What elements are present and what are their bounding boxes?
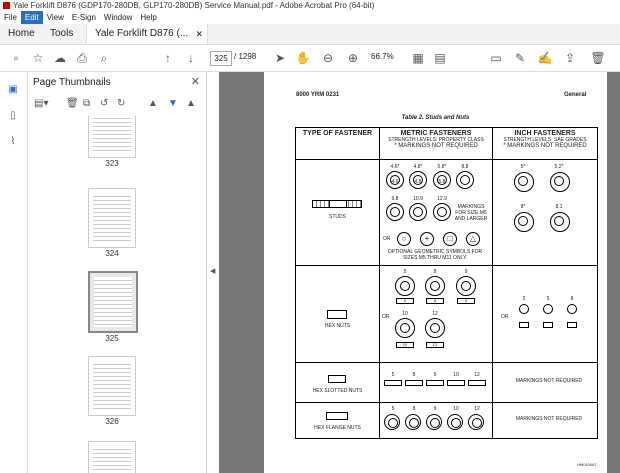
print-icon[interactable]: ⎙ bbox=[77, 51, 87, 65]
thumbnail-page-selected[interactable] bbox=[88, 271, 138, 333]
stud-drawing bbox=[312, 200, 362, 208]
stud-inch-label: 8* bbox=[520, 204, 526, 210]
table-caption: Table 2. Studs and Nuts bbox=[401, 115, 470, 121]
page-down-icon[interactable]: ↓ bbox=[188, 51, 194, 65]
thumb-size-slider-icon[interactable]: ▼ bbox=[168, 98, 178, 109]
extract-icon[interactable]: ⧉ bbox=[83, 98, 91, 109]
stud-end-symbol bbox=[409, 203, 427, 221]
panel-splitter[interactable] bbox=[207, 72, 219, 473]
tab-document-label: Yale Forklift D876 (... bbox=[95, 28, 189, 39]
row-studs-type bbox=[296, 160, 380, 266]
hexnut-inch-label: 5 bbox=[546, 296, 550, 302]
highlight-pen-icon[interactable]: ✎ bbox=[514, 51, 526, 65]
or-label: OR bbox=[501, 314, 509, 320]
slotted-metric-label: 8 bbox=[412, 372, 416, 378]
hand-tool-icon[interactable]: ✋ bbox=[295, 51, 311, 65]
tab-home[interactable]: Home bbox=[8, 28, 35, 39]
stud-metric-label: 8.8 bbox=[461, 164, 469, 170]
hexnut-side-label: 8 bbox=[426, 298, 444, 304]
slotted-inch-note: MARKINGS NOT REQUIRED bbox=[515, 378, 583, 384]
hexnut-inch-symbol bbox=[543, 304, 553, 314]
hexnut-side-label: 9 bbox=[457, 298, 475, 304]
panel-toolbar bbox=[28, 96, 206, 114]
menu-view[interactable]: View bbox=[46, 13, 64, 22]
col-inch bbox=[493, 128, 598, 160]
hexnut-inch-label: 2 bbox=[522, 296, 526, 302]
zoom-in-icon[interactable]: ⊕ bbox=[347, 51, 359, 65]
options-menu-icon[interactable]: ▤▾ bbox=[34, 98, 49, 109]
stud-end-symbol bbox=[456, 171, 474, 189]
row-flange-inch bbox=[493, 403, 598, 439]
stud-end-symbol bbox=[433, 203, 451, 221]
bookmark-star-icon[interactable]: ☆ bbox=[32, 51, 44, 65]
thumb-size-small-icon[interactable]: ▲ bbox=[148, 98, 158, 109]
row-slotted-type bbox=[296, 363, 380, 403]
figure-code: HM010067 bbox=[577, 462, 597, 467]
zoom-level[interactable]: 66.7% bbox=[371, 52, 394, 61]
navigation-rail bbox=[0, 72, 28, 473]
stud-metric-inner-label: 5.8 bbox=[438, 179, 446, 185]
hexnut-side-label: 5 bbox=[396, 298, 414, 304]
slotted-nut-side bbox=[426, 380, 444, 386]
col-type bbox=[296, 128, 380, 160]
hexnut-side-label: 10 bbox=[396, 342, 414, 348]
row-studs-metric bbox=[380, 160, 493, 266]
stud-metric-label: 9.8 bbox=[391, 196, 399, 202]
stud-metric-inner-label: 4.6 bbox=[391, 179, 399, 185]
fit-page-icon[interactable]: ▦ bbox=[412, 51, 424, 65]
col-metric-note: * MARKINGS NOT REQUIRED bbox=[394, 143, 478, 149]
row-label: STUDS bbox=[329, 214, 346, 220]
or-label: OR bbox=[382, 314, 390, 320]
col-inch-label: INCH FASTENERS bbox=[514, 130, 576, 137]
flange-nut-symbol bbox=[447, 414, 463, 430]
menu-help[interactable]: Help bbox=[140, 13, 157, 22]
thumbnail-label: 324 bbox=[105, 249, 119, 258]
hexnut-inch-label: 8 bbox=[570, 296, 574, 302]
stud-markings-note: MARKINGS FOR SIZE M5 AND LARGER bbox=[454, 204, 488, 222]
flange-metric-label: 9 bbox=[433, 406, 437, 412]
row-flange-type bbox=[296, 403, 380, 439]
hexnut-symbol bbox=[395, 318, 415, 338]
flange-nut-drawing bbox=[326, 412, 348, 420]
hexnut-metric-label: 5 bbox=[403, 269, 407, 275]
stud-inch-symbol bbox=[550, 172, 570, 192]
stud-metric-label: 4.8* bbox=[413, 164, 423, 170]
stud-optional-note: OPTIONAL GEOMETRIC SYMBOLS FOR SIZES M5 THRU M11 ONLY. bbox=[387, 249, 483, 261]
slotted-nut-drawing bbox=[328, 375, 346, 383]
or-label: OR bbox=[383, 236, 391, 242]
stud-inch-symbol bbox=[514, 172, 534, 192]
stud-metric-label: 12.9 bbox=[437, 196, 447, 202]
page-up-icon[interactable]: ↑ bbox=[165, 51, 171, 65]
flange-metric-label: 12 bbox=[474, 406, 480, 412]
hexnut-side-label: 12 bbox=[426, 342, 444, 348]
trash-icon[interactable]: 🗑 bbox=[590, 51, 606, 65]
hexnut-symbol bbox=[456, 276, 476, 296]
hexnut-side-drawing bbox=[327, 310, 347, 319]
stud-inch-label: 5.2* bbox=[554, 164, 564, 170]
menu-bar bbox=[0, 11, 620, 24]
slotted-metric-label: 9 bbox=[433, 372, 437, 378]
stud-inch-label: 8.1 bbox=[555, 204, 563, 210]
flange-metric-label: 10 bbox=[453, 406, 459, 412]
row-hexnuts-inch bbox=[493, 266, 598, 363]
share-icon[interactable]: ⇪ bbox=[564, 51, 576, 65]
col-metric-label: METRIC FASTENERS bbox=[400, 130, 472, 137]
col-metric bbox=[380, 128, 493, 160]
geometric-symbol-circle: ○ bbox=[397, 232, 411, 246]
geometric-symbol-triangle: △ bbox=[466, 232, 480, 246]
row-hexnuts-type bbox=[296, 266, 380, 363]
page-thumbnails-icon[interactable]: ▣ bbox=[8, 84, 18, 95]
page-total: / 1298 bbox=[234, 52, 257, 61]
tab-tools[interactable]: Tools bbox=[50, 28, 74, 39]
geometric-symbol-plus: + bbox=[420, 232, 434, 246]
thumbnail-page[interactable] bbox=[88, 441, 136, 473]
slotted-metric-label: 5 bbox=[391, 372, 395, 378]
flange-nut-symbol bbox=[405, 414, 421, 430]
thumbnail-page[interactable] bbox=[88, 356, 136, 416]
col-inch-note: * MARKINGS NOT REQUIRED bbox=[503, 143, 587, 149]
toolbar bbox=[0, 45, 620, 72]
stud-metric-label: 4.6* bbox=[390, 164, 400, 170]
hexnut-symbol bbox=[425, 276, 445, 296]
row-slotted-inch bbox=[493, 363, 598, 403]
flange-nut-symbol bbox=[468, 414, 484, 430]
stud-metric-inner-label: 4.8 bbox=[414, 179, 422, 185]
slotted-metric-label: 10 bbox=[453, 372, 459, 378]
thumbnail-list bbox=[28, 116, 198, 473]
close-icon[interactable]: ✕ bbox=[190, 76, 200, 88]
col-metric-sub: STRENGTH LEVELS: PROPERTY CLASS bbox=[388, 137, 484, 143]
hexnut-inch-side bbox=[519, 322, 529, 328]
scroll-mode-icon[interactable]: ▤ bbox=[434, 51, 446, 65]
thumb-size-large-icon[interactable]: ▲ bbox=[186, 98, 196, 109]
slotted-nut-side bbox=[447, 380, 465, 386]
slotted-nut-side bbox=[384, 380, 402, 386]
comment-icon[interactable]: ▭ bbox=[490, 51, 502, 65]
hexnut-inch-symbol bbox=[519, 304, 529, 314]
thumbnail-page[interactable] bbox=[88, 116, 136, 158]
select-pointer-icon[interactable]: ➤ bbox=[274, 51, 286, 65]
hexnut-metric-label: 10 bbox=[402, 311, 408, 317]
menu-edit[interactable]: Edit bbox=[21, 11, 43, 24]
slotted-metric-label: 12 bbox=[474, 372, 480, 378]
row-studs-inch bbox=[493, 160, 598, 266]
stud-end-symbol bbox=[386, 203, 404, 221]
page-header-right: General bbox=[564, 92, 587, 98]
thumbnail-page[interactable] bbox=[88, 188, 136, 248]
flange-inch-note: MARKINGS NOT REQUIRED bbox=[515, 416, 583, 422]
rotate-left-icon[interactable]: ↺ bbox=[100, 98, 109, 109]
row-label: HEX SLOTTED NUTS bbox=[312, 388, 363, 394]
row-hexnuts-metric bbox=[380, 266, 493, 363]
window-titlebar bbox=[0, 0, 620, 11]
menu-esign[interactable]: E-Sign bbox=[71, 13, 96, 22]
hexnut-metric-label: 12 bbox=[432, 311, 438, 317]
page-number-input[interactable]: 325 bbox=[210, 51, 232, 66]
stud-metric-label: 5.8* bbox=[437, 164, 447, 170]
flange-nut-symbol bbox=[426, 414, 442, 430]
tab-bar bbox=[0, 24, 620, 45]
hexnut-metric-label: 8 bbox=[433, 269, 437, 275]
bookmarks-icon[interactable]: ▯ bbox=[10, 110, 16, 121]
hexnut-inch-side bbox=[567, 322, 577, 328]
thumbnail-label: 323 bbox=[105, 159, 119, 168]
thumbnail-label: 325 bbox=[105, 334, 119, 343]
thumbnail-label: 326 bbox=[105, 417, 119, 426]
fastener-table bbox=[295, 127, 598, 439]
page-header-left: 8000 YRM 0231 bbox=[296, 92, 340, 98]
hexnut-symbol bbox=[395, 276, 415, 296]
stud-inch-label: 5* bbox=[520, 164, 526, 170]
stud-inch-symbol bbox=[514, 212, 534, 232]
close-icon[interactable]: ✕ bbox=[195, 29, 203, 39]
acrobat-icon bbox=[3, 2, 10, 9]
stud-inch-symbol bbox=[550, 212, 570, 232]
document-area bbox=[219, 72, 620, 473]
slotted-nut-side bbox=[468, 380, 486, 386]
thumbnails-panel bbox=[28, 72, 207, 473]
slotted-nut-side bbox=[405, 380, 423, 386]
row-slotted-metric bbox=[380, 363, 493, 403]
row-label: HEX NUTS bbox=[324, 323, 351, 329]
menu-window[interactable]: Window bbox=[103, 13, 133, 22]
search-icon[interactable]: ⌕ bbox=[100, 51, 108, 65]
window-title: Yale Forklift D876 (GDP170-280DB, GLP170-280DB) Service Manual.pdf - Adobe Acrobat Pro (64-bit) bbox=[13, 1, 375, 10]
panel-title: Page Thumbnails bbox=[33, 77, 111, 88]
save-icon[interactable]: ▫ bbox=[13, 51, 19, 65]
geometric-symbol-square: □ bbox=[443, 232, 457, 246]
tab-document[interactable] bbox=[86, 24, 208, 44]
attachments-icon[interactable]: ⌇ bbox=[10, 136, 16, 147]
flange-metric-label: 5 bbox=[391, 406, 395, 412]
menu-file[interactable]: File bbox=[4, 13, 17, 22]
flange-metric-label: 8 bbox=[412, 406, 416, 412]
stud-metric-label: 10.9 bbox=[413, 196, 423, 202]
flange-nut-symbol bbox=[384, 414, 400, 430]
zoom-out-icon[interactable]: ⊖ bbox=[322, 51, 334, 65]
row-flange-metric bbox=[380, 403, 493, 439]
hexnut-metric-label: 9 bbox=[464, 269, 468, 275]
hexnut-inch-symbol bbox=[567, 304, 577, 314]
row-label: HEX FLANGE NUTS bbox=[314, 425, 361, 431]
pdf-page bbox=[264, 72, 607, 473]
collapse-arrow-icon[interactable]: ◀ bbox=[210, 268, 216, 275]
col-inch-sub: STRENGTH LEVELS: SAE GRADES bbox=[503, 137, 587, 143]
col-type-label: TYPE OF FASTENER bbox=[302, 130, 373, 137]
trash-icon[interactable]: 🗑 bbox=[66, 98, 79, 109]
upload-icon[interactable]: ☁ bbox=[54, 51, 66, 65]
sign-icon[interactable]: ✍ bbox=[537, 51, 553, 65]
hexnut-symbol bbox=[425, 318, 445, 338]
rotate-right-icon[interactable]: ↻ bbox=[117, 98, 126, 109]
hexnut-inch-side bbox=[543, 322, 553, 328]
